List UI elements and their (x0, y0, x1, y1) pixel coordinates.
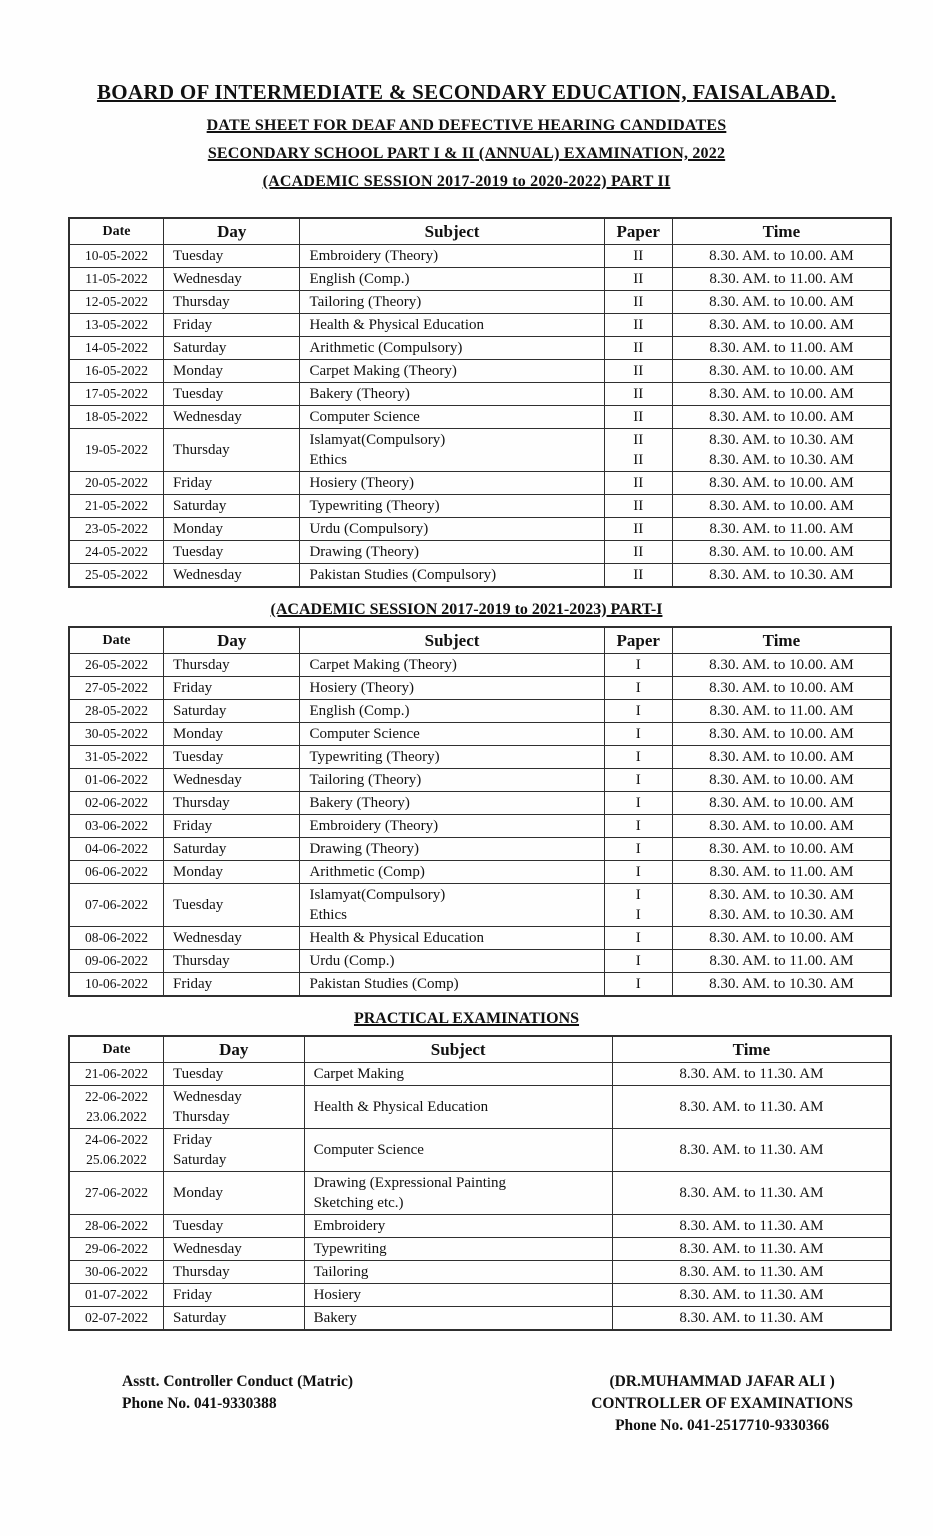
cell-date: 16-05-2022 (69, 360, 164, 383)
cell-subject: English (Comp.) (300, 268, 604, 291)
cell-time: 8.30. AM. to 10.00. AM (672, 472, 891, 495)
cell-date: 04-06-2022 (69, 838, 164, 861)
cell-paper: II (604, 518, 672, 541)
cell-paper: II (604, 495, 672, 518)
table-row (69, 1284, 891, 1307)
table-row (69, 973, 891, 997)
cell-time: 8.30. AM. to 10.30. AM (672, 564, 891, 588)
table-row (69, 700, 891, 723)
cell-paper: II (604, 291, 672, 314)
cell-date: 22-06-2022 23.06.2022 (69, 1086, 164, 1129)
cell-paper: II (604, 360, 672, 383)
table-row (69, 1215, 891, 1238)
cell-subject: Arithmetic (Compulsory) (300, 337, 604, 360)
cell-date: 17-05-2022 (69, 383, 164, 406)
cell-paper: I (604, 973, 672, 997)
table-row (69, 838, 891, 861)
cell-paper: II (604, 472, 672, 495)
cell-date: 19-05-2022 (69, 429, 164, 472)
cell-paper: I (604, 769, 672, 792)
cell-subject: Urdu (Compulsory) (300, 518, 604, 541)
cell-subject: Health & Physical Education (304, 1086, 612, 1129)
cell-date: 10-06-2022 (69, 973, 164, 997)
cell-subject: Computer Science (300, 723, 604, 746)
cell-date: 26-05-2022 (69, 654, 164, 677)
cell-day: Monday (164, 861, 300, 884)
cell-day: Tuesday (164, 1215, 305, 1238)
footer-asstt-controller-block (122, 1371, 353, 1437)
cell-date: 13-05-2022 (69, 314, 164, 337)
cell-subject: Tailoring (304, 1261, 612, 1284)
cell-date: 18-05-2022 (69, 406, 164, 429)
cell-day: Wednesday (164, 406, 300, 429)
cell-subject: English (Comp.) (300, 700, 604, 723)
part-i-theory-table-container (0, 626, 933, 997)
cell-date: 27-06-2022 (69, 1172, 164, 1215)
cell-day: Friday (164, 973, 300, 997)
cell-time: 8.30. AM. to 10.00. AM (672, 792, 891, 815)
cell-date: 27-05-2022 (69, 677, 164, 700)
table-row (69, 472, 891, 495)
cell-paper: II (604, 314, 672, 337)
cell-subject: Computer Science (304, 1129, 612, 1172)
cell-time: 8.30. AM. to 10.00. AM (672, 723, 891, 746)
table-row (69, 769, 891, 792)
cell-day: Wednesday (164, 1238, 305, 1261)
cell-subject: Embroidery (Theory) (300, 815, 604, 838)
cell-time: 8.30. AM. to 11.30. AM (612, 1129, 891, 1172)
cell-time: 8.30. AM. to 11.00. AM (672, 950, 891, 973)
subtitle-examination: SECONDARY SCHOOL PART I & II (ANNUAL) EXAMINATION, 2022 (207, 145, 726, 162)
cell-paper: II (604, 245, 672, 268)
cell-date: 29-06-2022 (69, 1238, 164, 1261)
document-footer (0, 1371, 933, 1437)
cell-day: Thursday (164, 792, 300, 815)
cell-day: Saturday (164, 1307, 305, 1331)
cell-day: Tuesday (164, 746, 300, 769)
cell-time: 8.30. AM. to 11.30. AM (612, 1307, 891, 1331)
cell-date: 06-06-2022 (69, 861, 164, 884)
table-row (69, 245, 891, 268)
cell-time: 8.30. AM. to 11.00. AM (672, 861, 891, 884)
cell-subject: Arithmetic (Comp) (300, 861, 604, 884)
table-row (69, 564, 891, 588)
cell-day: Thursday (164, 950, 300, 973)
cell-time: 8.30. AM. to 11.00. AM (672, 518, 891, 541)
column-header-day: Day (164, 1036, 305, 1063)
cell-date: 23-05-2022 (69, 518, 164, 541)
cell-subject: Tailoring (Theory) (300, 769, 604, 792)
cell-day: Thursday (164, 291, 300, 314)
table-header-row (69, 1036, 891, 1063)
cell-time: 8.30. AM. to 10.00. AM (672, 769, 891, 792)
table-row (69, 654, 891, 677)
cell-time: 8.30. AM. to 10.00. AM (672, 314, 891, 337)
table-row (69, 518, 891, 541)
footer-asstt-controller-title: Asstt. Controller Conduct (Matric) (122, 1373, 354, 1390)
table-row (69, 677, 891, 700)
table-row (69, 541, 891, 564)
table-row (69, 815, 891, 838)
column-header-date: Date (69, 627, 164, 654)
cell-subject: Drawing (Theory) (300, 838, 604, 861)
cell-date: 21-05-2022 (69, 495, 164, 518)
cell-day: Wednesday (164, 564, 300, 588)
cell-paper: II (604, 337, 672, 360)
cell-time: 8.30. AM. to 10.00. AM (672, 360, 891, 383)
cell-subject: Bakery (Theory) (300, 792, 604, 815)
cell-paper: I (604, 927, 672, 950)
cell-paper: I (604, 677, 672, 700)
cell-time: 8.30. AM. to 11.30. AM (612, 1172, 891, 1215)
column-header-time: Time (612, 1036, 891, 1063)
cell-day: Saturday (164, 495, 300, 518)
cell-day: Saturday (164, 337, 300, 360)
cell-day: Saturday (164, 838, 300, 861)
cell-paper: I (604, 838, 672, 861)
subtitle-session-part-ii: (ACADEMIC SESSION 2017-2019 to 2020-2022) PART II (262, 173, 671, 190)
cell-paper: I (604, 746, 672, 769)
cell-time: 8.30. AM. to 10.00. AM (672, 541, 891, 564)
cell-subject: Health & Physical Education (300, 314, 604, 337)
subtitle-datesheet: DATE SHEET FOR DEAF AND DEFECTIVE HEARING CANDIDATES (206, 117, 727, 134)
cell-day: Monday (164, 518, 300, 541)
cell-day: Thursday (164, 429, 300, 472)
cell-subject: Carpet Making (Theory) (300, 654, 604, 677)
table-row (69, 495, 891, 518)
cell-day: Friday (164, 815, 300, 838)
cell-date: 14-05-2022 (69, 337, 164, 360)
table-row (69, 927, 891, 950)
cell-time: 8.30. AM. to 10.00. AM (672, 677, 891, 700)
cell-subject: Hosiery (Theory) (300, 677, 604, 700)
cell-time: 8.30. AM. to 11.30. AM (612, 1063, 891, 1086)
cell-time: 8.30. AM. to 11.30. AM (612, 1238, 891, 1261)
cell-date: 30-06-2022 (69, 1261, 164, 1284)
cell-date: 24-06-2022 25.06.2022 (69, 1129, 164, 1172)
cell-subject: Pakistan Studies (Compulsory) (300, 564, 604, 588)
column-header-time: Time (672, 218, 891, 245)
table-row (69, 1261, 891, 1284)
column-header-time: Time (672, 627, 891, 654)
cell-day: Wednesday Thursday (164, 1086, 305, 1129)
page-title: BOARD OF INTERMEDIATE & SECONDARY EDUCATION, FAISALABAD. (96, 80, 837, 104)
cell-day: Tuesday (164, 383, 300, 406)
cell-day: Tuesday (164, 541, 300, 564)
cell-time: 8.30. AM. to 10.00. AM (672, 495, 891, 518)
cell-day: Monday (164, 1172, 305, 1215)
table-row (69, 1063, 891, 1086)
cell-time: 8.30. AM. to 10.30. AM (672, 973, 891, 997)
cell-subject: Bakery (304, 1307, 612, 1331)
cell-day: Wednesday (164, 769, 300, 792)
cell-paper: II (604, 406, 672, 429)
cell-day: Friday (164, 472, 300, 495)
cell-date: 24-05-2022 (69, 541, 164, 564)
cell-paper: I (604, 700, 672, 723)
cell-date: 02-06-2022 (69, 792, 164, 815)
cell-subject: Bakery (Theory) (300, 383, 604, 406)
table-row (69, 861, 891, 884)
cell-time: 8.30. AM. to 11.30. AM (612, 1261, 891, 1284)
cell-time: 8.30. AM. to 11.00. AM (672, 268, 891, 291)
cell-paper: I (604, 723, 672, 746)
cell-time: 8.30. AM. to 11.30. AM (612, 1215, 891, 1238)
cell-time: 8.30. AM. to 10.00. AM (672, 406, 891, 429)
table-row (69, 1307, 891, 1331)
cell-date: 03-06-2022 (69, 815, 164, 838)
cell-date: 11-05-2022 (69, 268, 164, 291)
cell-date: 28-05-2022 (69, 700, 164, 723)
cell-paper: II (604, 564, 672, 588)
cell-paper: I (604, 861, 672, 884)
cell-time: 8.30. AM. to 10.00. AM (672, 927, 891, 950)
section-heading-practical: PRACTICAL EXAMINATIONS (353, 1010, 580, 1027)
column-header-paper: Paper (604, 218, 672, 245)
cell-paper: II (604, 541, 672, 564)
cell-subject: Embroidery (Theory) (300, 245, 604, 268)
cell-time: 8.30. AM. to 10.00. AM (672, 654, 891, 677)
cell-time: 8.30. AM. to 10.00. AM (672, 245, 891, 268)
cell-subject: Typewriting (Theory) (300, 746, 604, 769)
cell-paper: I I (604, 884, 672, 927)
footer-controller-title: CONTROLLER OF EXAMINATIONS (591, 1395, 853, 1412)
cell-subject: Embroidery (304, 1215, 612, 1238)
cell-subject: Computer Science (300, 406, 604, 429)
cell-time: 8.30. AM. to 10.00. AM (672, 815, 891, 838)
cell-subject: Drawing (Expressional Painting Sketching etc.) (304, 1172, 612, 1215)
cell-date: 02-07-2022 (69, 1307, 164, 1331)
cell-time: 8.30. AM. to 10.00. AM (672, 291, 891, 314)
column-header-subject: Subject (300, 218, 604, 245)
section-heading-part-i: (ACADEMIC SESSION 2017-2019 to 2021-2023) PART-I (270, 601, 663, 618)
table-row (69, 337, 891, 360)
part-ii-theory-table-container (0, 217, 933, 588)
cell-day: Monday (164, 360, 300, 383)
footer-controller-block (591, 1371, 853, 1437)
footer-asstt-controller-phone: Phone No. 041-9330388 (122, 1395, 277, 1412)
table-row (69, 1129, 891, 1172)
cell-day: Wednesday (164, 927, 300, 950)
table-row (69, 1086, 891, 1129)
table-header-row (69, 627, 891, 654)
cell-subject: Carpet Making (Theory) (300, 360, 604, 383)
cell-date: 31-05-2022 (69, 746, 164, 769)
table-row (69, 268, 891, 291)
cell-subject: Carpet Making (304, 1063, 612, 1086)
cell-paper: I (604, 950, 672, 973)
cell-subject: Health & Physical Education (300, 927, 604, 950)
cell-date: 30-05-2022 (69, 723, 164, 746)
cell-day: Monday (164, 723, 300, 746)
practical-table-container (0, 1035, 933, 1331)
cell-time: 8.30. AM. to 11.00. AM (672, 700, 891, 723)
column-header-date: Date (69, 1036, 164, 1063)
table-header-row (69, 218, 891, 245)
cell-subject: Islamyat(Compulsory) Ethics (300, 429, 604, 472)
part-i-theory-table (68, 626, 892, 997)
table-row (69, 723, 891, 746)
table-row (69, 884, 891, 927)
column-header-paper: Paper (604, 627, 672, 654)
cell-date: 28-06-2022 (69, 1215, 164, 1238)
cell-day: Saturday (164, 700, 300, 723)
cell-day: Tuesday (164, 1063, 305, 1086)
cell-paper: I (604, 815, 672, 838)
cell-day: Thursday (164, 1261, 305, 1284)
cell-time: 8.30. AM. to 10.00. AM (672, 838, 891, 861)
cell-day: Friday Saturday (164, 1129, 305, 1172)
cell-subject: Drawing (Theory) (300, 541, 604, 564)
cell-date: 21-06-2022 (69, 1063, 164, 1086)
cell-day: Friday (164, 314, 300, 337)
cell-date: 20-05-2022 (69, 472, 164, 495)
part-ii-theory-table (68, 217, 892, 588)
table-row (69, 1172, 891, 1215)
cell-day: Friday (164, 1284, 305, 1307)
cell-subject: Typewriting (304, 1238, 612, 1261)
cell-day: Thursday (164, 654, 300, 677)
cell-date: 07-06-2022 (69, 884, 164, 927)
cell-subject: Urdu (Comp.) (300, 950, 604, 973)
practical-examinations-table (68, 1035, 892, 1331)
cell-subject: Tailoring (Theory) (300, 291, 604, 314)
table-row (69, 383, 891, 406)
cell-time: 8.30. AM. to 11.30. AM (612, 1086, 891, 1129)
cell-date: 25-05-2022 (69, 564, 164, 588)
cell-time: 8.30. AM. to 10.00. AM (672, 383, 891, 406)
cell-paper: II II (604, 429, 672, 472)
cell-day: Friday (164, 677, 300, 700)
cell-date: 09-06-2022 (69, 950, 164, 973)
cell-time: 8.30. AM. to 10.00. AM (672, 746, 891, 769)
cell-date: 01-07-2022 (69, 1284, 164, 1307)
cell-time: 8.30. AM. to 10.30. AM 8.30. AM. to 10.30. AM (672, 429, 891, 472)
cell-subject: Hosiery (Theory) (300, 472, 604, 495)
table-row (69, 950, 891, 973)
cell-paper: I (604, 654, 672, 677)
column-header-day: Day (164, 627, 300, 654)
table-row (69, 360, 891, 383)
table-row (69, 406, 891, 429)
cell-day: Wednesday (164, 268, 300, 291)
cell-subject: Islamyat(Compulsory) Ethics (300, 884, 604, 927)
cell-date: 10-05-2022 (69, 245, 164, 268)
cell-paper: II (604, 268, 672, 291)
table-row (69, 746, 891, 769)
cell-day: Tuesday (164, 884, 300, 927)
cell-time: 8.30. AM. to 11.30. AM (612, 1284, 891, 1307)
cell-subject: Hosiery (304, 1284, 612, 1307)
footer-controller-phone: Phone No. 041-2517710-9330366 (615, 1417, 830, 1434)
column-header-date: Date (69, 218, 164, 245)
cell-date: 08-06-2022 (69, 927, 164, 950)
column-header-day: Day (164, 218, 300, 245)
cell-date: 12-05-2022 (69, 291, 164, 314)
column-header-subject: Subject (300, 627, 604, 654)
cell-subject: Pakistan Studies (Comp) (300, 973, 604, 997)
footer-controller-name: (DR.MUHAMMAD JAFAR ALI ) (609, 1373, 835, 1390)
table-row (69, 314, 891, 337)
cell-date: 01-06-2022 (69, 769, 164, 792)
table-row (69, 1238, 891, 1261)
table-row (69, 429, 891, 472)
table-row (69, 291, 891, 314)
cell-paper: II (604, 383, 672, 406)
cell-subject: Typewriting (Theory) (300, 495, 604, 518)
column-header-subject: Subject (304, 1036, 612, 1063)
cell-day: Tuesday (164, 245, 300, 268)
table-row (69, 792, 891, 815)
cell-time: 8.30. AM. to 10.30. AM 8.30. AM. to 10.30. AM (672, 884, 891, 927)
cell-paper: I (604, 792, 672, 815)
cell-time: 8.30. AM. to 11.00. AM (672, 337, 891, 360)
